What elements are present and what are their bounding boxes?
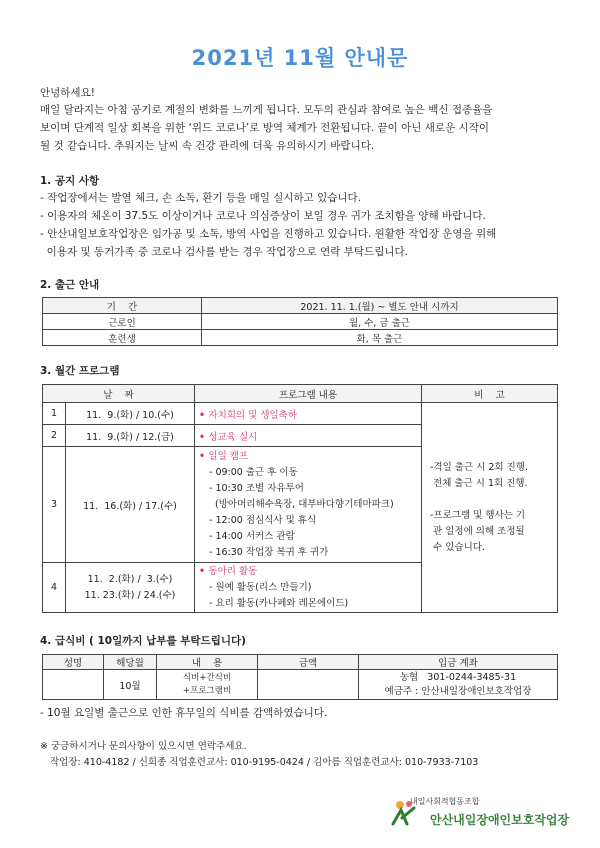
attendance-value: 화, 목 출근 (202, 330, 558, 346)
program-title: 자치회의 및 생일축하 (208, 409, 298, 421)
program-detail: - 12:00 점심식사 및 휴식 (209, 514, 317, 526)
meal-amount (258, 670, 359, 700)
program-date: 11. 16.(화) / 17.(수) (66, 447, 195, 563)
meal-header: 해당월 (104, 655, 157, 670)
program-header-content: 프로그램 내용 (195, 385, 422, 403)
intro-line: 매일 달라지는 아침 공기로 계절의 변화를 느끼게 됩니다. 모두의 관심과 참여로 높은 백신 접종율을 (40, 104, 493, 116)
intro-line: 될 것 같습니다. 추워지는 날씨 속 건강 관리에 더욱 유의하시기 바랍니다. (40, 140, 375, 152)
notice-item: 이용자 및 동거가족 중 코로나 검사를 받는 경우 작업장으로 연락 부탁드립니다. (40, 246, 408, 258)
section-program-heading: 3. 월간 프로그램 (40, 365, 120, 377)
attendance-value: 월, 수, 금 출근 (202, 314, 558, 330)
notice-item: - 작업장에서는 발열 체크, 손 소독, 환기 등을 매일 실시하고 있습니다. (40, 192, 362, 204)
program-row-number: 1 (43, 403, 66, 425)
program-date: 11. 9.(화) / 12.(금) (66, 425, 195, 447)
program-header-remarks: 비 고 (422, 385, 558, 403)
program-detail: - 10:30 조별 자유투어 (209, 482, 304, 494)
attendance-label: 훈련생 (43, 330, 202, 346)
contact-intro: ※ 궁금하시거나 문의사항이 있으시면 연락주세요. (40, 741, 247, 752)
attendance-label: 근로인 (43, 314, 202, 330)
program-title: 동아리 활동 (208, 565, 258, 577)
cooperative-name: 내일사회적협동조합 (410, 797, 480, 806)
section-notice-heading: 1. 공지 사항 (40, 175, 100, 187)
meal-fee-table (42, 654, 558, 700)
program-detail: - 14:00 서커스 관람 (209, 530, 295, 542)
notice-item: - 이용자의 체온이 37.5도 이상이거나 코로나 의심증상이 보일 경우 귀가 조치함을 양해 바랍니다. (40, 210, 486, 222)
bank-account: 농협 301-0244-3485-31 (399, 671, 517, 683)
program-header-date: 날 짜 (43, 385, 195, 403)
program-remarks: -격일 출근 시 2회 진행. 전체 출근 시 1회 진행. -프로그램 및 행사는 기 관 일정에 의해 조정될 수 있습니다. (422, 403, 558, 613)
account-holder: 예금주 : 안산내일장애인보호작업장 (384, 685, 532, 697)
attendance-value: 2021. 11. 1.(월) ~ 별도 안내 시까지 (202, 298, 558, 314)
notice-item: - 안산내일보호작업장은 임가공 및 소독, 방역 사업을 진행하고 있습니다. 원활한 작업장 운영을 위해 (40, 228, 497, 240)
program-table: 날 짜 프로그램 내용 비 고 1 11. 9.(화) / 10.(수) • 자치회의 및 생일축하 -격일 출근 시 2회 진행. 전체 출근 시 1회 진행. -프로그램 및 행사는 기 관 일정에 의해 조정될 수 있습니다. 2 11. 9.(화) / 12.(금) • 성교육 실시 3 11. 16.(화) / 17.(수) • 일일 캠프 - 09:00 출근 후 이동 - 10:30 조별 자유투어 (방아머리해수욕장, 대부바다향기테마파크) - 12:00 점심식사 및 휴식 - 14:00 서커스 관람 - 16:30 작업장 복귀 후 귀가 4 11. 2.(화) / 3.(수) 11. 23.(화) / 24.(수) • 동아리 활동 - 원예 활동(리스 만들기) - 요리 활동(카나페와 레몬에이드) (42, 384, 558, 613)
meal-header: 입금 계좌 (359, 655, 558, 670)
greeting: 안녕하세요! (40, 87, 95, 99)
program-detail: - 09:00 출근 후 이동 (209, 466, 298, 478)
meal-content: +프로그램비 (182, 685, 232, 696)
program-detail: - 16:30 작업장 복귀 후 귀가 (209, 546, 329, 558)
intro-line: 보이며 단계적 일상 회복을 위한 ‘위드 코로나’로 방역 체계가 전환됩니다. 끝이 아닌 새로운 시작이 (40, 122, 489, 134)
section-attendance-heading: 2. 출근 안내 (40, 279, 100, 291)
workshop-name: 안산내일장애인보호작업장 (430, 813, 570, 827)
meal-header: 성명 (43, 655, 104, 670)
meal-content: 식비+간식비 (182, 672, 232, 683)
section-meal-heading: 4. 급식비 ( 10일까지 납부를 부탁드립니다) (40, 635, 246, 647)
meal-name (43, 670, 104, 700)
meal-header: 내 용 (157, 655, 258, 670)
program-date: 11. 9.(화) / 10.(수) (66, 403, 195, 425)
program-date: 11. 2.(화) / 3.(수) (87, 573, 173, 585)
program-title: 성교육 실시 (208, 431, 258, 443)
program-row-number: 2 (43, 425, 66, 447)
program-detail: - 원예 활동(리스 만들기) (209, 581, 312, 593)
meal-note: - 10월 요일별 출근으로 인한 휴무일의 식비를 감액하였습니다. (40, 707, 328, 719)
meal-month: 10월 (104, 670, 157, 700)
attendance-table (42, 297, 558, 346)
meal-header: 금액 (258, 655, 359, 670)
program-date: 11. 23.(화) / 24.(수) (84, 589, 176, 601)
contact-numbers: 작업장: 410-4182 / 신희종 직업훈련교사: 010-9195-0424 / 김아름 직업훈련교사: 010-7933-7103 (50, 757, 479, 768)
program-row-number: 4 (43, 563, 66, 613)
program-row-number: 3 (43, 447, 66, 563)
program-detail: - 요리 활동(카나페와 레몬에이드) (209, 597, 349, 609)
attendance-label: 기 간 (43, 298, 202, 314)
program-detail: (방아머리해수욕장, 대부바다향기테마파크) (209, 498, 394, 510)
program-title: 일일 캠프 (208, 450, 249, 462)
page-title: 2021년 11월 안내문 (191, 46, 409, 70)
